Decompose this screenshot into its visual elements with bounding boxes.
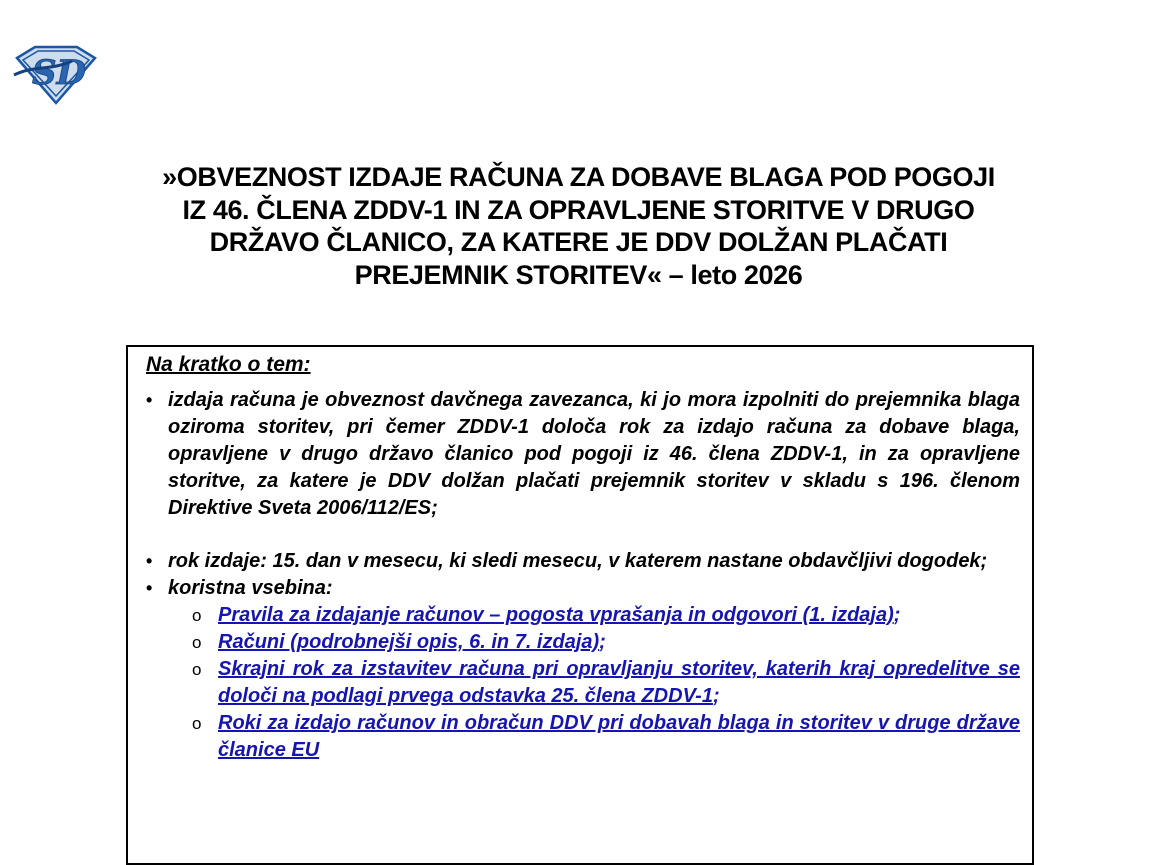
document-title [0, 161, 1157, 291]
link-line [218, 710, 1020, 764]
link-item-racuni [192, 629, 1020, 656]
link-line [218, 602, 1020, 629]
circle-bullet-icon: o [192, 633, 202, 652]
bullet-icon: • [146, 390, 153, 410]
link-suffix: ; [599, 631, 606, 653]
bullet-text: koristna vsebina: [168, 577, 333, 599]
link-item-skrajni-rok [192, 656, 1020, 710]
title-line-1: »OBVEZNOST IZDAJE RAČUNA ZA DOBAVE BLAGA POD POGOJI [162, 162, 995, 192]
bullet-text: izdaja računa je obveznost davčnega zavezanca, ki jo mora izpolniti do prejemnika blaga oziroma storitev, pri čemer ZDDV-1 določa rok za izdajo računa za dobave blaga, opravljene v drugo državo članico pod pogoji iz 46. člena ZDDV-1, in za opravljene storitve, za katere je DDV dolžan plačati prejemnik storitev v skladu s 196. členom Direktive Sveta 2006/112/ES; [168, 389, 1020, 519]
summary-box [126, 345, 1034, 865]
circle-bullet-icon: o [192, 660, 202, 679]
bullet-icon: • [146, 578, 153, 598]
bullet-icon: • [146, 551, 153, 571]
link-item-partially-visible [192, 710, 1020, 764]
title-line-2: IZ 46. ČLENA ZDDV-1 IN ZA OPRAVLJENE STORITVE V DRUGO [182, 194, 975, 225]
link-pravila-za-izdajanje-racunov[interactable]: Pravila za izdajanje računov – pogosta vprašanja in odgovori (1. izdaja) [218, 604, 894, 626]
box-heading: Na kratko o tem: [146, 353, 311, 376]
bullet-item-deadline [146, 548, 1020, 575]
bullet-item-invoice-obligation [146, 387, 1020, 522]
link-item-rules-for-invoicing [192, 602, 1020, 629]
link-line [218, 629, 1020, 656]
title-line-3: DRŽAVO ČLANICO, ZA KATERE JE DDV DOLŽAN PLAČATI [209, 227, 948, 257]
sd-shield-logo-icon [12, 44, 100, 106]
circle-bullet-icon: o [192, 606, 202, 625]
link-racuni-podrobnejsi-opis[interactable]: Računi (podrobnejši opis, 6. in 7. izdaja) [218, 631, 600, 653]
bullet-text: rok izdaje: 15. dan v mesecu, ki sledi mesecu, v katerem nastane obdavčljivi dogodek; [168, 550, 988, 572]
link-skrajni-rok-za-izstavitev[interactable]: Skrajni rok za izstavitev računa pri opravljanju storitev, katerih kraj opredelitve se določi na podlagi prvega odstavka 25. člena ZDDV-1 [218, 658, 1020, 707]
bullet-item-useful-content [146, 575, 1020, 602]
link-suffix: ; [712, 685, 720, 707]
link-suffix: ; [893, 604, 901, 626]
link-line [218, 656, 1020, 710]
logo-letters: SD [32, 53, 87, 93]
title-line-4: PREJEMNIK STORITEV« – leto 2026 [354, 259, 803, 290]
link-roki-za-izdajo-racunov[interactable]: Roki za izdajo računov in obračun DDV pri dobavah blaga in storitev v druge države članice EU [218, 712, 1020, 761]
circle-bullet-icon: o [192, 714, 202, 733]
